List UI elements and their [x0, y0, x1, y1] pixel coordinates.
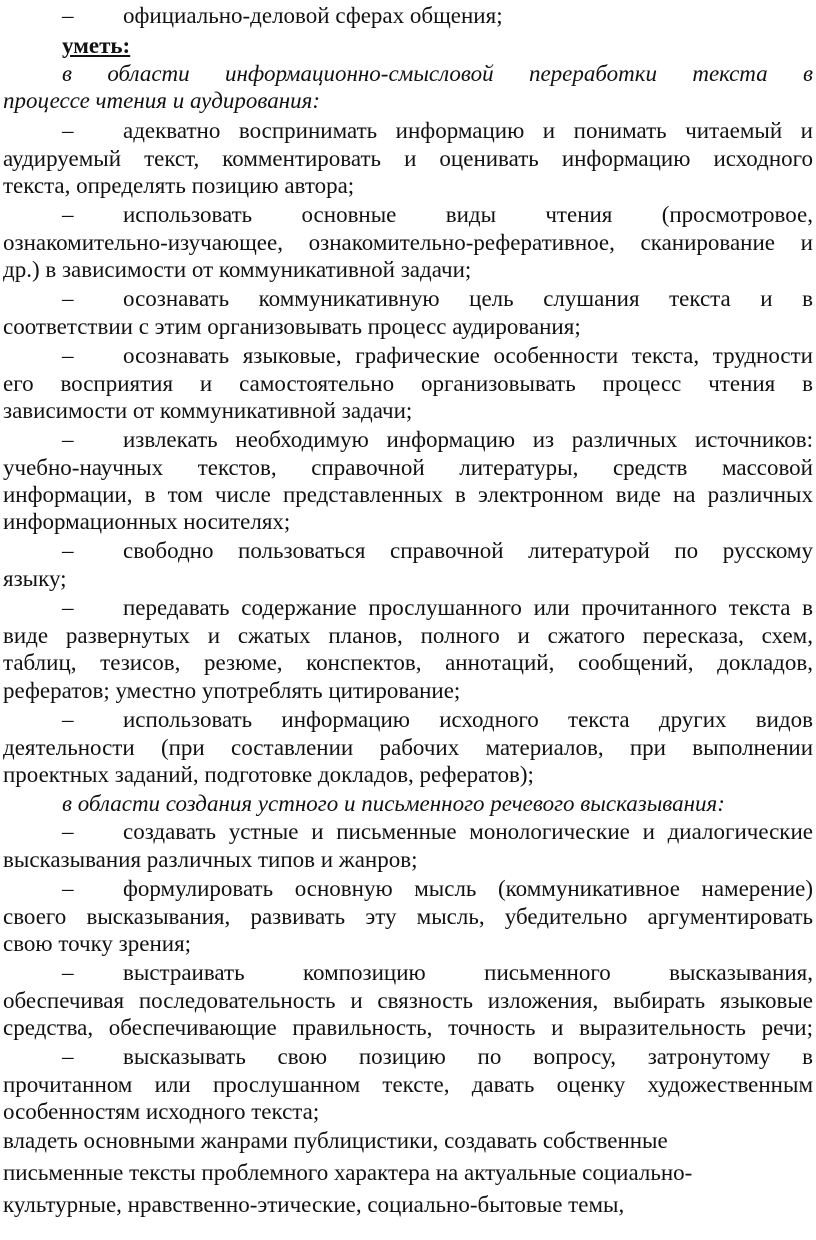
- text-line: его восприятия и самостоятельно организовывать процесс чтения в: [3, 371, 813, 396]
- text-line: языку;: [3, 566, 67, 591]
- text-line: высказывать свою позицию по вопросу, затронутому в: [123, 1044, 813, 1069]
- text-line: выстраивать композицию письменного высказывания,: [123, 960, 813, 985]
- list-bullet-dash: –: [62, 707, 74, 732]
- text-line: извлекать необходимую информацию из различных источников:: [123, 427, 813, 452]
- text-line: информации, в том числе представленных в электронном виде на различных: [3, 482, 813, 507]
- text-line: зависимости от коммуникативной задачи;: [3, 398, 413, 423]
- text-line: формулировать основную мысль (коммуникативное намерение): [123, 876, 813, 901]
- list-bullet-dash: –: [62, 1044, 74, 1069]
- text-line: средства, обеспечивающие правильность, точность и выразительность речи;: [3, 1015, 813, 1040]
- text-line: соответствии с этим организовывать процесс аудирования;: [3, 314, 581, 339]
- list-bullet-dash: –: [62, 819, 74, 844]
- list-bullet-dash: –: [62, 538, 74, 563]
- text-line: владеть основными жанрами публицистики, создавать собственные: [3, 1128, 668, 1153]
- list-bullet-dash: –: [62, 960, 74, 985]
- text-line: своего высказывания, развивать эту мысль, убедительно аргументировать: [3, 904, 813, 929]
- text-line: культурные, нравственно-этические, социально-бытовые темы,: [3, 1192, 625, 1217]
- list-bullet-dash: –: [62, 343, 74, 368]
- text-line: аудируемый текст, комментировать и оценивать информацию исходного: [3, 146, 813, 171]
- text-line: высказывания различных типов и жанров;: [3, 847, 418, 872]
- subsection-heading-line: процессе чтения и аудирования:: [3, 88, 321, 113]
- text-line: осознавать коммуникативную цель слушания текста и в: [123, 286, 813, 311]
- text-line: информационных носителях;: [3, 509, 291, 534]
- text-line: передавать содержание прослушанного или прочитанного текста в: [123, 595, 813, 620]
- text-line: учебно-научных текстов, справочной литературы, средств массовой: [3, 455, 813, 480]
- text-line: адекватно воспринимать информацию и понимать читаемый и: [123, 118, 813, 143]
- text-line: письменные тексты проблемного характера на актуальные социально-: [3, 1160, 693, 1185]
- list-bullet-dash: –: [62, 3, 74, 28]
- text-line: др.) в зависимости от коммуникативной задачи;: [3, 257, 472, 282]
- text-line: особенностям исходного текста;: [3, 1099, 320, 1124]
- text-line: свою точку зрения;: [3, 931, 192, 956]
- text-line: деятельности (при составлении рабочих материалов, при выполнении: [3, 735, 813, 760]
- text-line: виде развернутых и сжатых планов, полного и сжатого пересказа, схем,: [3, 623, 813, 648]
- text-line: рефератов; уместно употреблять цитирование;: [3, 678, 461, 703]
- section-heading: уметь:: [62, 33, 131, 58]
- subsection-heading-line: в области создания устного и письменного речевого высказывания:: [62, 791, 725, 816]
- text-line: использовать основные виды чтения (просмотровое,: [123, 202, 813, 227]
- list-bullet-dash: –: [62, 595, 74, 620]
- list-bullet-dash: –: [62, 202, 74, 227]
- text-line: текста, определять позицию автора;: [3, 173, 355, 198]
- subsection-heading-line: в области информационно-смысловой переработки текста в: [62, 61, 813, 86]
- text-line: официально-деловой сферах общения;: [123, 3, 503, 28]
- list-bullet-dash: –: [62, 286, 74, 311]
- text-line: прочитанном или прослушанном тексте, давать оценку художественным: [3, 1072, 813, 1097]
- text-line: осознавать языковые, графические особенности текста, трудности: [123, 343, 813, 368]
- text-line: проектных заданий, подготовке докладов, рефератов);: [3, 762, 534, 787]
- text-line: таблиц, тезисов, резюме, конспектов, аннотаций, сообщений, докладов,: [3, 650, 813, 675]
- text-line: создавать устные и письменные монологические и диалогические: [123, 819, 813, 844]
- list-bullet-dash: –: [62, 427, 74, 452]
- list-bullet-dash: –: [62, 876, 74, 901]
- text-line: использовать информацию исходного текста других видов: [123, 707, 813, 732]
- text-line: свободно пользоваться справочной литературой по русскому: [123, 538, 813, 563]
- text-line: обеспечивая последовательность и связность изложения, выбирать языковые: [3, 988, 813, 1013]
- list-bullet-dash: –: [62, 118, 74, 143]
- text-line: ознакомительно-изучающее, ознакомительно-реферативное, сканирование и: [3, 230, 813, 255]
